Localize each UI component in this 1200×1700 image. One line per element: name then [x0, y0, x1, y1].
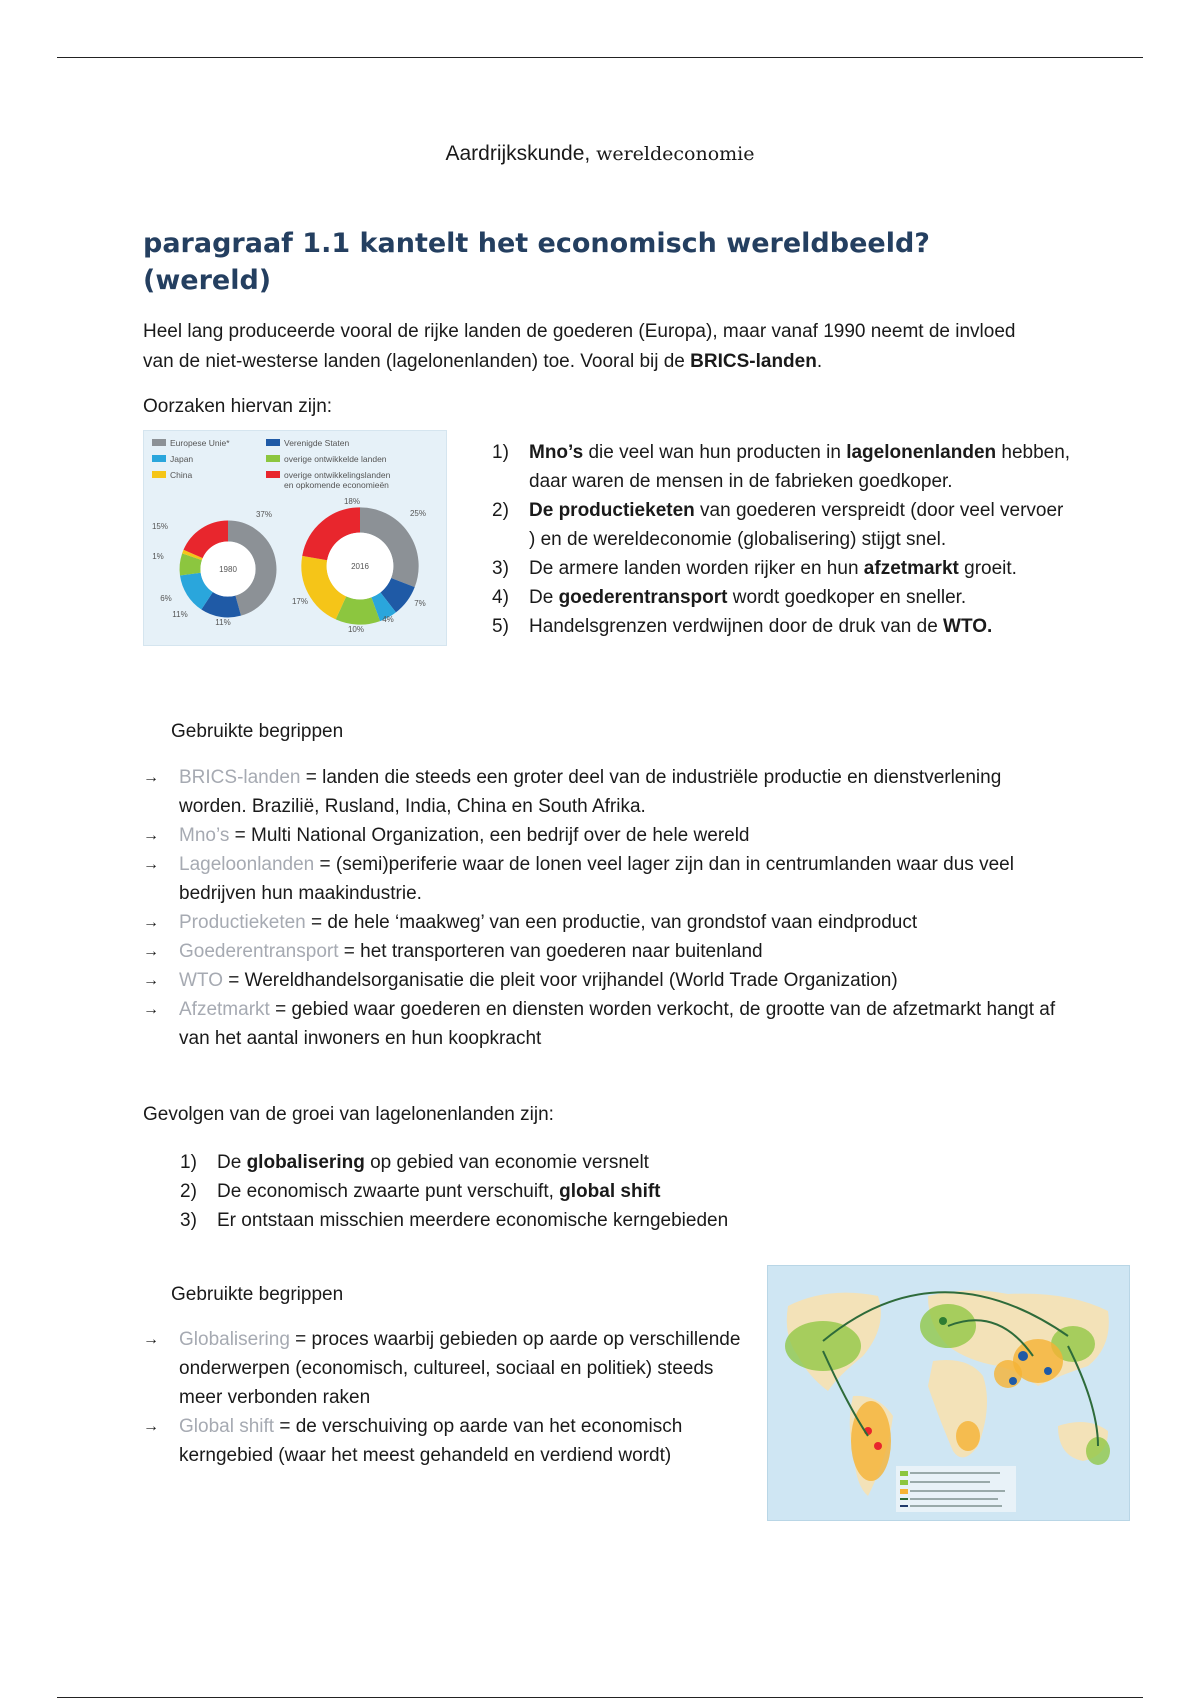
- effect-item: [180, 1177, 880, 1206]
- term-name: Productieketen: [179, 912, 306, 933]
- chart-data-label: 37%: [255, 510, 273, 519]
- chart-data-label: 7%: [414, 599, 426, 608]
- term-definition: = gebied waar goederen en diensten worden verkocht, de grootte van de afzetmarkt hangt af van het aantal inwoners en hun koopkracht: [179, 999, 1056, 1049]
- cause-number: 3): [492, 558, 509, 579]
- arrow-icon: →: [143, 914, 159, 931]
- term-definition: = Wereldhandelsorganisatie die pleit voor vrijhandel (World Trade Organization): [222, 970, 898, 991]
- map-legend-swatch: [900, 1498, 908, 1500]
- arrow-icon: →: [143, 972, 159, 989]
- term-item: [143, 1325, 743, 1412]
- term-definition: = (semi)periferie waar de lonen veel lager zijn dan in centrumlanden waar dus veel bedrijven hun maakindustrie.: [179, 854, 1014, 904]
- cause-text: die veel wan hun producten in: [583, 442, 847, 463]
- term-name: Global shift: [179, 1416, 275, 1437]
- cause-text: wordt goedkoper en sneller.: [727, 587, 967, 608]
- chart-legend-swatch: [266, 471, 280, 478]
- map-dot: [874, 1442, 882, 1450]
- map-legend-swatch: [900, 1505, 908, 1507]
- chart-legend-swatch: [152, 455, 166, 462]
- chart-legend-swatch: [152, 471, 166, 478]
- effect-bold: global shift: [559, 1181, 661, 1202]
- cause-number: 1): [492, 442, 509, 463]
- chart-year-label: 1980: [219, 565, 237, 574]
- chart-legend-label: Verenigde Staten: [284, 438, 350, 448]
- arrow-icon: →: [143, 943, 159, 960]
- chart-year-label: 2016: [351, 562, 369, 571]
- chart-legend-label: overige ontwikkelde landen: [284, 454, 387, 464]
- chart-data-label: 25%: [409, 509, 427, 518]
- chart-legend-label: overige ontwikkelingslanden en opkomende economieën: [284, 470, 391, 490]
- arrow-icon: →: [143, 1001, 159, 1018]
- chart-legend-swatch: [152, 439, 166, 446]
- map-dot: [1018, 1351, 1028, 1361]
- term-name: Afzetmarkt: [179, 999, 270, 1020]
- intro-paragraph: [143, 317, 1043, 377]
- effect-number: 3): [180, 1210, 197, 1231]
- cause-item: [492, 438, 1072, 496]
- effect-item: [180, 1148, 880, 1177]
- cause-bold: Mno’s: [529, 442, 584, 463]
- effect-bold: globalisering: [246, 1152, 365, 1173]
- term-definition: = de hele ‘maakweg’ van een productie, van grondstof vaan eindproduct: [305, 912, 918, 933]
- chart-legend-label: China: [170, 470, 193, 480]
- chart-data-label: 15%: [151, 522, 169, 531]
- cause-number: 5): [492, 616, 509, 637]
- cause-bold: lagelonenlanden: [846, 442, 997, 463]
- cause-bold: De productieketen: [529, 500, 695, 521]
- chart-slice: [190, 557, 192, 574]
- term-definition: = de verschuiving op aarde van het economisch kerngebied (waar het meest gehandeld en verdiend wordt): [179, 1416, 683, 1466]
- chart-data-label: 11%: [215, 618, 231, 627]
- term-item: [143, 850, 1063, 908]
- cause-text: De: [529, 587, 559, 608]
- term-item: [143, 763, 1063, 821]
- world-map-image: [767, 1265, 1130, 1521]
- map-legend-line: [910, 1505, 1002, 1507]
- arrow-icon: →: [143, 1418, 159, 1435]
- term-item: [143, 821, 1063, 850]
- chart-legend-swatch: [266, 455, 280, 462]
- map-legend-line: [910, 1490, 1005, 1492]
- terms1-list: [143, 763, 1063, 1053]
- terms1-label: Gebruikte begrippen: [171, 721, 344, 742]
- map-legend-swatch: [900, 1480, 908, 1485]
- section-heading: paragraaf 1.1 kantelt het economisch wereldbeeld? (wereld): [143, 228, 930, 296]
- effect-text: Er ontstaan misschien meerdere economische kerngebieden: [217, 1210, 729, 1231]
- chart-slice: [376, 602, 388, 609]
- chart-data-label: 11%: [172, 610, 188, 619]
- donut-chart: [144, 431, 446, 645]
- map-region-brazil: [851, 1401, 891, 1481]
- term-definition: = Multi National Organization, een bedrijf over de hele wereld: [229, 825, 750, 846]
- causes-list: [492, 438, 1072, 641]
- cause-number: 4): [492, 587, 509, 608]
- cause-text: groeit.: [958, 558, 1017, 579]
- term-name: Lageloonlanden: [179, 854, 315, 875]
- map-dot: [1044, 1367, 1052, 1375]
- map-region-us: [785, 1321, 861, 1371]
- term-name: WTO: [179, 970, 223, 991]
- map-legend-line: [910, 1472, 1000, 1474]
- cause-item: [492, 496, 1072, 554]
- document-header: [0, 142, 1200, 166]
- effect-item: [180, 1206, 880, 1235]
- map-legend-line: [910, 1481, 990, 1483]
- cause-item: [492, 554, 1072, 583]
- chart-legend-label: Europese Unie*: [170, 438, 230, 448]
- intro-bold: BRICS-landen: [690, 351, 817, 372]
- terms2-label: Gebruikte begrippen: [171, 1284, 344, 1305]
- term-definition: = proces waarbij gebieden op aarde op verschillende onderwerpen (economisch, cultureel, sociaal en politiek) steeds meer verbonden raken: [179, 1329, 741, 1408]
- effect-number: 1): [180, 1152, 197, 1173]
- chart-data-label: 6%: [160, 594, 172, 603]
- chart-data-label: 10%: [347, 625, 365, 634]
- chart-data-label: 17%: [291, 597, 309, 606]
- header-title: Aardrijkskunde,: [445, 142, 591, 165]
- arrow-icon: →: [143, 827, 159, 844]
- cause-number: 2): [492, 500, 509, 521]
- term-definition: = landen die steeds een groter deel van de industriële productie en dienstverlening worden. Brazilië, Rusland, India, China en South Afrika.: [179, 767, 1002, 817]
- map-region-india: [994, 1360, 1022, 1388]
- effect-text: De: [217, 1152, 247, 1173]
- map-legend-swatch: [900, 1471, 908, 1476]
- map-legend-swatch: [900, 1489, 908, 1494]
- bottom-rule: [57, 1697, 1143, 1698]
- term-definition: = het transporteren van goederen naar buitenland: [338, 941, 763, 962]
- term-name: Goederentransport: [179, 941, 339, 962]
- cause-text: van goederen verspreidt (door veel vervoer ) en de wereldeconomie (globalisering) stijgt snel.: [529, 500, 1064, 550]
- map-region-south-africa: [956, 1421, 980, 1451]
- cause-text: hebben, daar waren de mensen in de fabrieken goedkoper.: [529, 442, 1071, 492]
- cause-bold: goederentransport: [558, 587, 728, 608]
- arrow-icon: →: [143, 769, 159, 786]
- term-name: BRICS-landen: [179, 767, 301, 788]
- term-name: Mno’s: [179, 825, 230, 846]
- top-rule: [57, 57, 1143, 58]
- chart-legend-label: Japan: [170, 454, 194, 464]
- world-map-drawing: [768, 1266, 1129, 1520]
- terms2-list: [143, 1325, 743, 1470]
- cause-bold: afzetmarkt: [863, 558, 959, 579]
- term-item: [143, 995, 1063, 1053]
- map-legend-line: [910, 1498, 998, 1500]
- cause-item: [492, 583, 1072, 612]
- causes-label: Oorzaken hiervan zijn:: [143, 396, 333, 417]
- term-item: [143, 1412, 743, 1470]
- chart-slice: [341, 608, 376, 612]
- cause-text: Handelsgrenzen verdwijnen door de druk van de: [529, 616, 944, 637]
- arrow-icon: →: [143, 856, 159, 873]
- cause-text: De armere landen worden rijker en hun: [529, 558, 864, 579]
- chart-data-label: 1%: [152, 552, 164, 561]
- donut-chart-figure: [143, 430, 447, 646]
- chart-data-label: 18%: [343, 497, 361, 506]
- effect-number: 2): [180, 1181, 197, 1202]
- chart-slice: [207, 601, 238, 607]
- header-subtitle: wereldeconomie: [596, 143, 755, 165]
- map-dot: [939, 1317, 947, 1325]
- cause-item: [492, 612, 1072, 641]
- chart-data-label: 4%: [382, 615, 394, 624]
- chart-legend-swatch: [266, 439, 280, 446]
- effects-label: Gevolgen van de groei van lagelonenlanden zijn:: [143, 1104, 554, 1125]
- intro-text: Heel lang produceerde vooral de rijke landen de goederen (Europa), maar vanaf 1990 neemt de invloed van de niet-westerse landen (lagelonenlanden) toe. Vooral bij de: [143, 321, 1016, 372]
- chart-slice: [192, 554, 193, 557]
- term-item: [143, 966, 1063, 995]
- term-item: [143, 908, 1063, 937]
- effect-text: op gebied van economie versnelt: [364, 1152, 649, 1173]
- map-dot: [1009, 1377, 1017, 1385]
- chart-slice: [388, 583, 403, 603]
- term-item: [143, 937, 1063, 966]
- term-name: Globalisering: [179, 1329, 290, 1350]
- intro-end: .: [816, 351, 823, 372]
- effect-text: De economisch zwaarte punt verschuift,: [217, 1181, 560, 1202]
- arrow-icon: →: [143, 1331, 159, 1348]
- effects-list: [180, 1148, 880, 1235]
- cause-bold: WTO.: [943, 616, 993, 637]
